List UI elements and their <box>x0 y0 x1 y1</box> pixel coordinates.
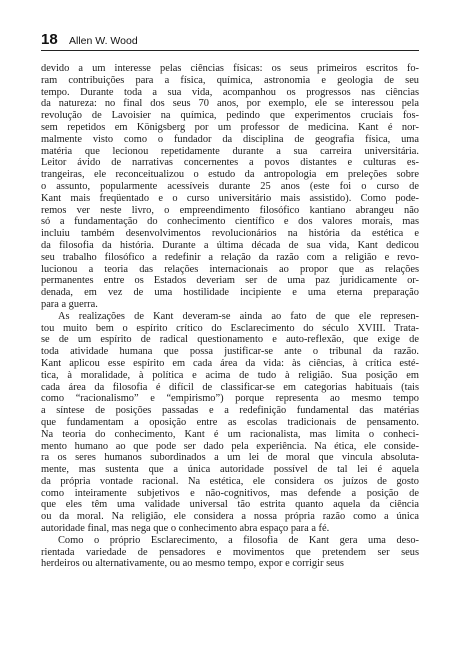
header-rule <box>41 50 419 51</box>
text-line: para a guerra. <box>41 298 98 310</box>
text-line: ra os seres humanos subordinados a um lei de moral que vincula absoluta- <box>41 452 419 464</box>
text-line: tempo. Durante toda a sua vida, acompanhou os progressos nas ciências <box>41 86 419 98</box>
text-line: da filosofia da história. Durante a última década de sua vida, Kant dedicou <box>41 239 419 251</box>
text-line: sem repetidos em Königsberg por um professor de medicina. Kant é nor- <box>41 121 419 133</box>
text-line: mente, mas sustenta que a única autoridade possível de tal lei é aquela <box>41 464 419 476</box>
text-line: ou da moral. Na religião, ele considera a nossa própria razão como a única <box>41 511 419 523</box>
text-line: malmente visto como o fundador da disciplina de geografia física, uma <box>41 133 419 145</box>
text-line: devido a um interesse pelas ciências físicas: os seus primeiros escritos fo- <box>41 63 419 74</box>
text-line: revolução de Lavoisier na química, pedindo que experimentos cruciais fos- <box>41 110 419 122</box>
paragraph <box>41 63 419 311</box>
text-line: rientada variedade de pensadores e movimentos que pretendem ser seus <box>41 546 419 558</box>
text-line: cada área da filosofia é difícil de classificar-se em categorias habituais (tais <box>41 381 419 393</box>
body-text <box>41 63 419 570</box>
text-line: herdeiros ou alternativamente, ou ao mesmo tempo, expor e corrigir seus <box>41 558 344 570</box>
text-line: Na teoria do conhecimento, Kant é um racionalista, mas limita o conheci- <box>41 428 419 440</box>
text-line: a síntese de posições passadas e a redefinição fundamental das matérias <box>41 405 419 417</box>
text-line: autoridade final, mas nega que o conhecimento abra espaço para a fé. <box>41 523 330 535</box>
text-line: ram contribuições para a física, química, astronomia e geologia de seu <box>41 74 419 86</box>
text-line: incluiu também desenvolvimentos revolucionários na história da estética e <box>41 228 419 240</box>
text-line: lucionou a teoria das relações internacionais ao propor que as relações <box>41 263 419 275</box>
paragraph <box>41 535 419 570</box>
text-line: matéria que lecionou repetidamente durante a sua carreira universitária. <box>41 145 419 157</box>
running-head-author: Allen W. Wood <box>69 35 138 47</box>
text-line: mento humano ao que pode ser dado pela experiência. Na ética, ele conside- <box>41 440 419 452</box>
text-line: que fundamentam a oposição entre as escolas tradicionais de pensamento. <box>41 416 419 428</box>
text-line: Leitor ávido de narrativas concernentes a povos distantes e culturas es- <box>41 157 419 169</box>
text-line: da natureza: no final dos seus 70 anos, por exemplo, ele se interessou pela <box>41 98 419 110</box>
text-line: da própria vontade racional. Na estética, ele considera os juízos de gosto <box>41 475 419 487</box>
text-line: o assunto, popularmente acessíveis durante 25 anos (este foi o curso de <box>41 180 419 192</box>
text-line: Kant aplicou esse espírito em cada área da vida: às ciências, à crítica esté- <box>41 357 419 369</box>
paragraph <box>41 311 419 535</box>
running-head <box>41 30 419 52</box>
text-line: As realizações de Kant deveram-se ainda ao fato de que ele represen- <box>58 310 419 322</box>
text-line: remos ver neste livro, o empreendimento filosófico kantiano abrangeu não <box>41 204 419 216</box>
text-line: toda atividade humana que possa justificar-se ante o tribunal da razão. <box>41 346 419 358</box>
text-line: tica, à moralidade, à política e acima de tudo à religião. Sua posição em <box>41 369 419 381</box>
text-line: trangeiras, ele reconceitualizou o estudo da antropologia em preleções sobre <box>41 169 419 181</box>
text-line: que eles têm uma validade universal tão estrita quanto aquela da ciência <box>41 499 419 511</box>
text-line: só a fundamentação do conhecimento científico e dos valores morais, mas <box>41 216 419 228</box>
text-line: Como o próprio Esclarecimento, a filosofia de Kant gera uma deso- <box>58 534 419 546</box>
text-line: permanentes entre os Estados deveriam ser de uma paz juridicamente or- <box>41 275 419 287</box>
text-line: como inteiramente subjetivos e não-cognitivos, mas defende a posição de <box>41 487 419 499</box>
text-line: denada, em vez de uma hostilidade incipiente e uma eterna preparação <box>41 287 419 299</box>
text-line: se de um espírito de radical questionamento e auto-reflexão, que exige de <box>41 334 419 346</box>
text-line: como “racionalismo” e “empirismo”) porque representa ao mesmo tempo <box>41 393 419 405</box>
text-line: seu trabalho filosófico a redefinir a relação da razão com a religião e revo- <box>41 251 419 263</box>
text-line: tou muito bem o espírito crítico do Esclarecimento do século XVIII. Trata- <box>41 322 419 334</box>
text-line: Kant mais freqüentado e o curso universitário mais assistido). Como pode- <box>41 192 419 204</box>
page-number: 18 <box>41 31 58 48</box>
